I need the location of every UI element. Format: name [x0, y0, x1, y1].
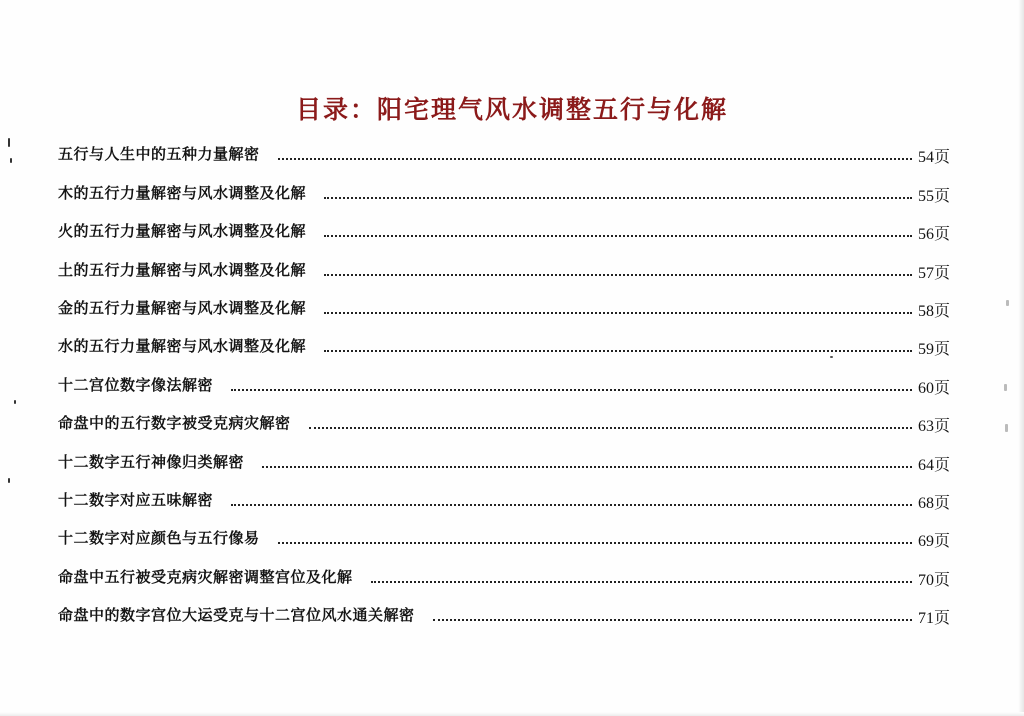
- dot-leader: [324, 274, 912, 276]
- toc-entry: [58, 594, 950, 632]
- scan-speck: [8, 478, 10, 483]
- page-bottom-shadow: [0, 712, 1024, 716]
- page-edge-shadow: [1018, 0, 1024, 716]
- toc-entry-page: 58页: [917, 302, 950, 320]
- toc-entry: [58, 210, 950, 248]
- toc-entry-page: 69页: [917, 533, 950, 551]
- dot-leader: [309, 427, 912, 429]
- toc-entry: [58, 402, 950, 440]
- scan-speck: [1006, 300, 1009, 306]
- dot-leader: [433, 619, 912, 621]
- toc-entry-page: 57页: [917, 264, 950, 282]
- scan-speck: [14, 400, 16, 404]
- toc-entry-title: 十二数字五行神像归类解密: [58, 452, 245, 471]
- dot-leader: [278, 542, 912, 544]
- toc-entry: [58, 363, 950, 401]
- page-title: 目录：阳宅理气风水调整五行与化解: [295, 95, 728, 124]
- scan-speck: [1004, 384, 1007, 391]
- toc-entry-page: 71页: [917, 610, 950, 628]
- toc-entry-page: 56页: [917, 226, 950, 244]
- dot-leader: [371, 581, 912, 583]
- toc-entry: [58, 517, 950, 555]
- scan-speck: [1005, 424, 1008, 432]
- dot-leader: [324, 235, 912, 237]
- toc-entry-page: 63页: [917, 418, 950, 436]
- toc-entry-page: 64页: [917, 456, 950, 474]
- toc-entry: [58, 171, 950, 209]
- toc-entry-title: 土的五行力量解密与风水调整及化解: [58, 260, 307, 279]
- toc-entry-title: 命盘中五行被受克病灾解密调整宫位及化解: [58, 567, 353, 586]
- toc-entry-title: 命盘中的数字宫位大运受克与十二宫位风水通关解密: [58, 606, 415, 625]
- dot-leader: [231, 504, 912, 506]
- toc-entry-title: 十二数字对应颜色与五行像易: [58, 529, 260, 548]
- toc-entry-page: 55页: [917, 187, 950, 205]
- toc-entry-title: 火的五行力量解密与风水调整及化解: [58, 222, 307, 241]
- toc-entry-page: 59页: [917, 341, 950, 359]
- toc-entry: [58, 287, 950, 325]
- dot-leader: [324, 350, 912, 352]
- toc-entry-page: 68页: [917, 494, 950, 512]
- toc-entry-title: 金的五行力量解密与风水调整及化解: [58, 298, 307, 317]
- dot-leader: [324, 312, 912, 314]
- toc-entry-page: 60页: [917, 379, 950, 397]
- scan-speck: [8, 138, 10, 147]
- toc-entry-title: 十二数字对应五味解密: [58, 490, 214, 509]
- toc-entry: [58, 248, 950, 286]
- toc-entry-title: 十二宫位数字像法解密: [58, 375, 214, 394]
- scan-speck: [10, 158, 12, 163]
- scan-speck: [830, 356, 833, 358]
- toc-entry-title: 水的五行力量解密与风水调整及化解: [58, 337, 307, 356]
- toc-entry: [58, 325, 950, 363]
- table-of-contents: [58, 133, 950, 632]
- dot-leader: [262, 466, 912, 468]
- dot-leader: [324, 197, 912, 199]
- toc-entry-page: 54页: [917, 149, 950, 167]
- toc-entry-title: 五行与人生中的五种力量解密: [58, 145, 260, 164]
- toc-entry: [58, 555, 950, 593]
- toc-entry-page: 70页: [917, 571, 950, 589]
- toc-entry: [58, 479, 950, 517]
- toc-entry-title: 木的五行力量解密与风水调整及化解: [58, 183, 307, 202]
- dot-leader: [231, 389, 912, 391]
- toc-entry: [58, 440, 950, 478]
- toc-entry-title: 命盘中的五行数字被受克病灾解密: [58, 414, 291, 433]
- dot-leader: [278, 158, 912, 160]
- toc-entry: [58, 133, 950, 171]
